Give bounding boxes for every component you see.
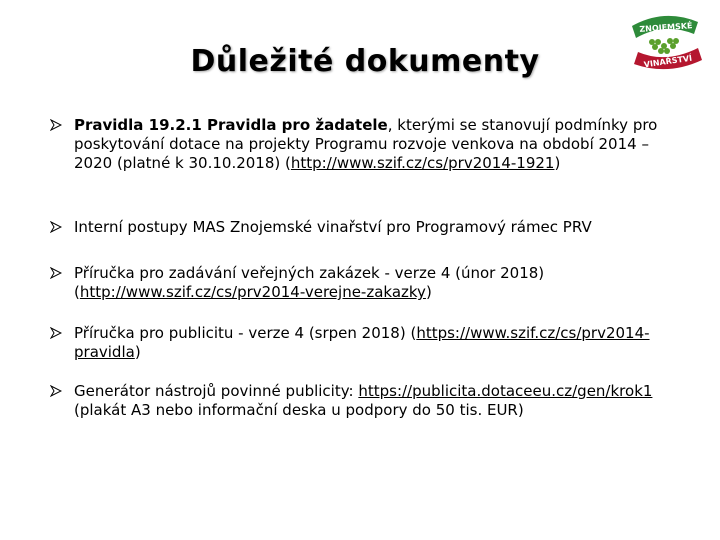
- item-link[interactable]: http://www.szif.cz/cs/prv2014-1921: [290, 154, 555, 172]
- item-bold-text: Pravidla 19.2.1 Pravidla pro žadatele: [74, 116, 388, 134]
- item-body-text: , kterými se stanovují podmínky pro poskytování dotace na projekty Programu rozvoje venkova na období 2014 – 2020 (platné k 30.10.2018) (: [74, 116, 658, 172]
- item-body-text: Generátor nástrojů povinné publicity:: [74, 382, 359, 400]
- item-after-text: ): [425, 283, 432, 301]
- arrow-bullet-icon: [50, 119, 62, 131]
- item-after-text: (plakát A3 nebo informační deska u podpory do 50 tis. EUR): [74, 401, 524, 419]
- item-body-text: Příručka pro publicitu - verze 4 (srpen 2018) (: [74, 324, 417, 342]
- item-after-text: ): [134, 343, 141, 361]
- svg-text:VINAŘSTVÍ: VINAŘSTVÍ: [643, 53, 693, 70]
- arrow-bullet-icon: [50, 221, 62, 233]
- item-text: [74, 116, 684, 173]
- item-link[interactable]: https://www.szif.cz/cs/prv2014-pravidla: [74, 324, 650, 361]
- slide-title: Důležité dokumenty: [190, 44, 540, 79]
- item-body-text: Příručka pro zadávání veřejných zakázek - verze 4 (únor 2018) (: [74, 264, 545, 301]
- arrow-bullet-icon: [50, 267, 62, 279]
- arrow-bullet-icon: [50, 385, 62, 397]
- item-link[interactable]: http://www.szif.cz/cs/prv2014-verejne-zakazky: [79, 283, 426, 301]
- item-link[interactable]: https://publicita.dotaceeu.cz/gen/krok1: [358, 382, 653, 400]
- arrow-bullet-icon: [50, 327, 62, 339]
- item-text: Interní postupy MAS Znojemské vinařství pro Programový rámec PRV: [74, 218, 592, 236]
- item-text: [74, 382, 684, 420]
- item-text: [74, 324, 684, 362]
- item-text: [74, 264, 684, 302]
- znojemske-vinarstvi-logo: [614, 8, 714, 78]
- svg-text:ZNOJEMSKÉ: ZNOJEMSKÉ: [639, 21, 693, 34]
- item-after-text: ): [554, 154, 561, 172]
- logo-graphic: [614, 8, 714, 78]
